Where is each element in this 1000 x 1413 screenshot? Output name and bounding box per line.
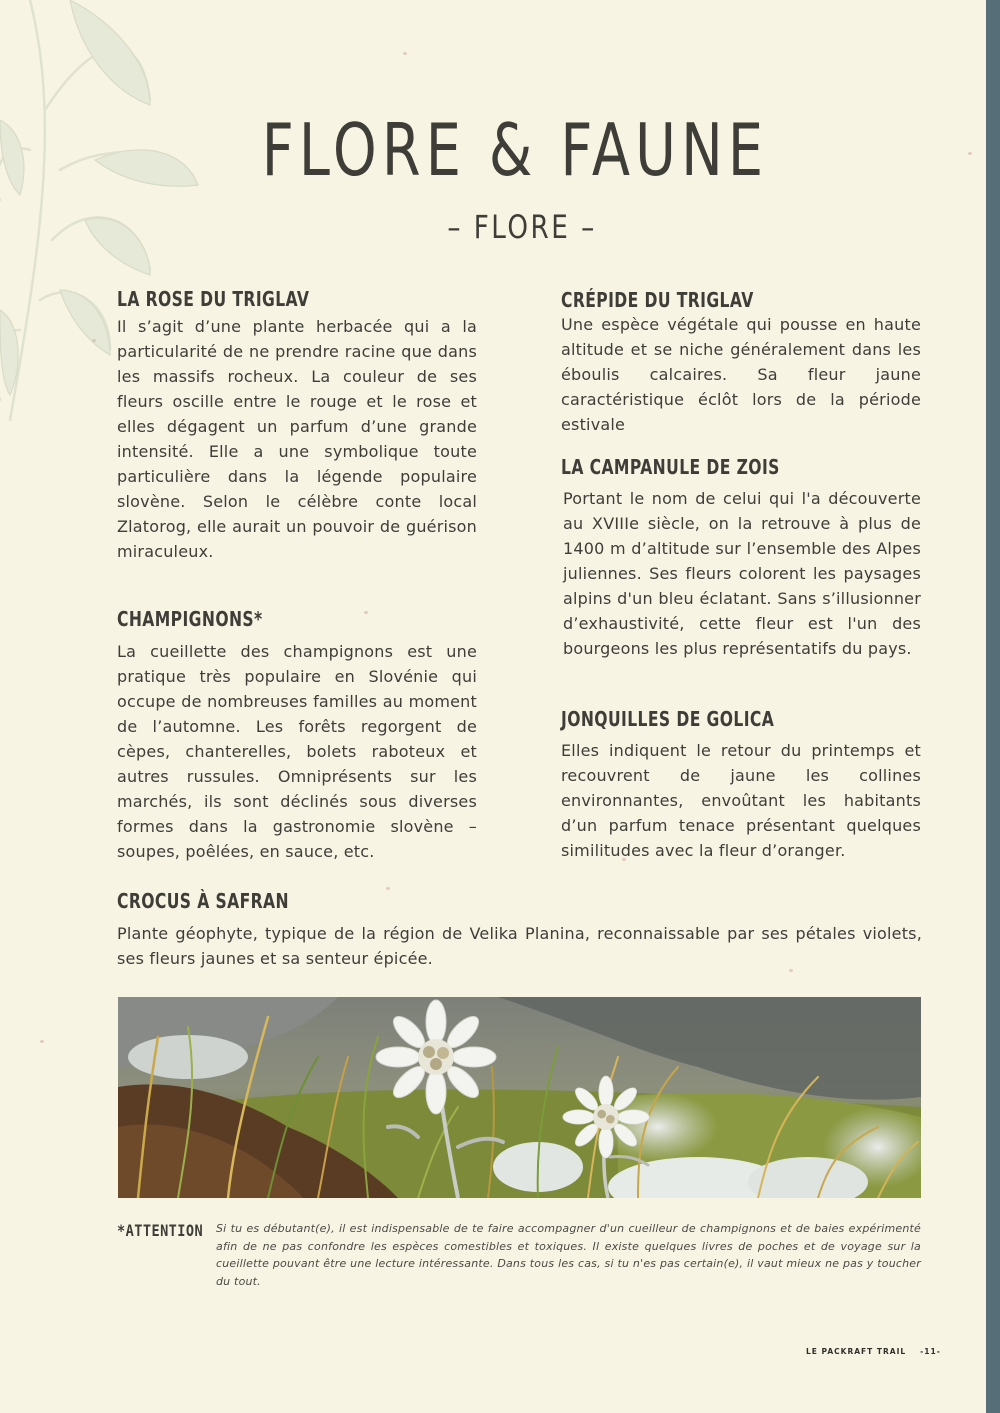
- section-heading-campanule: LA CAMPANULE DE ZOIS: [561, 455, 780, 479]
- footer-page-number: -11-: [920, 1347, 941, 1356]
- attention-text: Si tu es débutant(e), il est indispensable de te faire accompagner d'un cueilleur de champignons et de baies expérimenté afin de ne pas confondre les espèces comestibles et toxiques. Il existe quelques livres de poches et de voyage sur la cueillette pouvant être une lecture intéressante. Dans tous les cas, si tu n'es pas certain(e), il vaut mieux ne pas y toucher du tout.: [216, 1222, 921, 1288]
- paper-speck: [92, 339, 96, 342]
- paper-speck: [968, 152, 972, 155]
- page-subtitle: – FLORE –: [447, 208, 597, 246]
- edelweiss-flowers-photo: [118, 997, 921, 1198]
- page-title: FLORE & FAUNE: [261, 108, 769, 192]
- section-heading-crocus: CROCUS À SAFRAN: [117, 889, 289, 913]
- section-text-crocus: Plante géophyte, typique de la région de Velika Planina, reconnaissable par ses pétales violets, ses fleurs jaunes et sa senteur épicée.: [117, 924, 922, 968]
- section-heading-champignons: CHAMPIGNONS*: [117, 607, 263, 631]
- paper-speck: [403, 52, 407, 55]
- page-footer: [806, 1347, 941, 1356]
- section-text-champignons: La cueillette des champignons est une pratique très populaire en Slovénie qui occupe de nombreuses familles au moment de l’automne. Les forêts regorgent de cèpes, chanterelles, bolets raboteux et autres russules. Omniprésents sur les marchés, ils sont déclinés sous diverses formes dans la gastronomie slovène – soupes, poêlées, en sauce, etc.: [117, 642, 477, 861]
- footer-publication: LE PACKRAFT TRAIL: [806, 1347, 907, 1356]
- section-heading-jonquilles: JONQUILLES DE GOLICA: [561, 707, 775, 731]
- section-text-rose: Il s’agit d’une plante herbacée qui a la particularité de ne prendre racine que dans les massifs rocheux. La couleur de ses fleurs oscille entre le rouge et le rose et elles dégagent un parfum d’une grande intensité. Elle a une symbolique toute particulière dans la légende populaire slovène. Selon le célèbre conte local Zlatorog, elle aurait un pouvoir de guérison miraculeux.: [117, 317, 477, 561]
- section-text-jonquilles: Elles indiquent le retour du printemps et recouvrent de jaune les collines environnantes, envoûtant les habitants d’un parfum tenace présentant quelques similitudes avec la fleur d’oranger.: [561, 741, 921, 860]
- section-heading-rose: LA ROSE DU TRIGLAV: [117, 287, 310, 311]
- attention-label: *ATTENTION: [117, 1221, 204, 1240]
- section-heading-crepide: CRÉPIDE DU TRIGLAV: [561, 288, 754, 312]
- section-text-crepide: Une espèce végétale qui pousse en haute altitude et se niche généralement dans les éboulis calcaires. Sa fleur jaune caractéristique éclôt lors de la période estivale: [561, 315, 921, 434]
- edelweiss-photo: [118, 997, 921, 1198]
- paper-speck: [40, 1040, 44, 1043]
- paper-speck: [364, 611, 368, 614]
- side-accent-bar: [986, 0, 1000, 1413]
- paper-speck: [386, 887, 390, 890]
- section-text-campanule: Portant le nom de celui qui l'a découverte au XVIIIe siècle, on la retrouve à plus de 1400 m d’altitude sur l’ensemble des Alpes juliennes. Ses fleurs colorent les paysages alpins d'un bleu éclatant. Sans s’illusionner d’exhaustivité, cette fleur est l'un des bourgeons les plus représentatifs du pays.: [563, 489, 921, 658]
